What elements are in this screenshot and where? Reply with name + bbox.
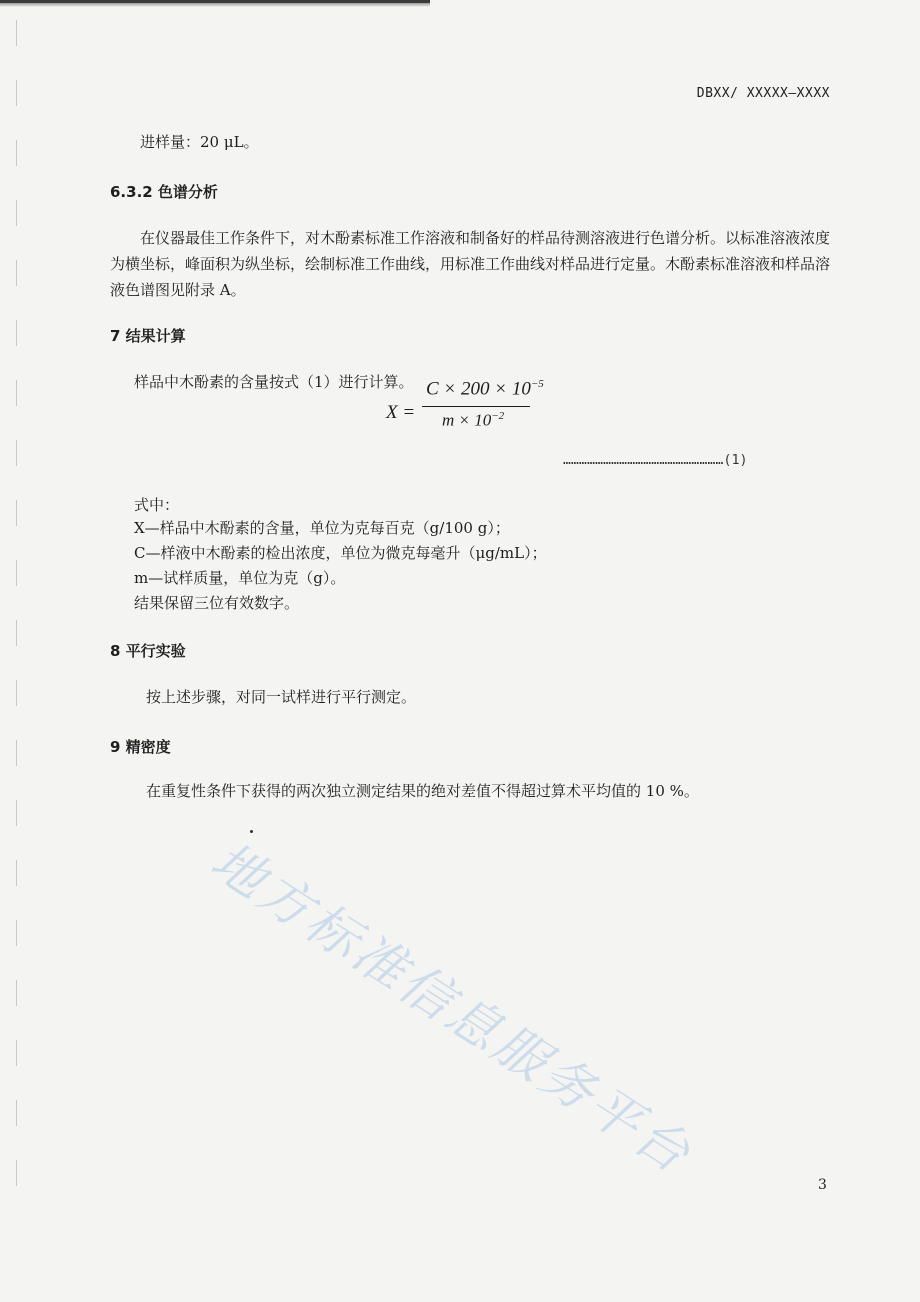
where-item-c: C—样液中木酚素的检出浓度，单位为微克每毫升（μg/mL）； xyxy=(134,544,547,562)
where-item-m: m—试样质量，单位为克（g）。 xyxy=(134,569,346,587)
watermark-text: 地方标准信息服务平台 xyxy=(200,830,703,1187)
formula-lhs: X = xyxy=(386,402,416,423)
scan-edge-shadow xyxy=(0,3,430,7)
formula-number-leader: ……………………………………………………(1) xyxy=(563,453,748,468)
scan-edge-left xyxy=(16,20,17,1220)
page-number: 3 xyxy=(818,1177,827,1193)
section-8-heading: 8 平行实验 xyxy=(110,642,186,660)
section-7-heading: 7 结果计算 xyxy=(110,327,186,345)
section-9-heading: 9 精密度 xyxy=(110,738,171,756)
where-item-x: X—样品中木酚素的含量，单位为克每百克（g/100 g）； xyxy=(134,519,510,537)
section-632-heading: 6.3.2 色谱分析 xyxy=(110,183,218,201)
significant-figures-note: 结果保留三位有效数字。 xyxy=(134,594,300,612)
where-label: 式中： xyxy=(134,496,180,514)
section-9-paragraph: 在重复性条件下获得的两次独立测定结果的绝对差值不得超过算术平均值的 10 %。 xyxy=(146,782,699,800)
inject-volume-text: 进样量：20 μL。 xyxy=(140,133,259,151)
standard-code-header: DBXX/ XXXXX—XXXX xyxy=(696,86,830,101)
formula-number: (1) xyxy=(723,453,748,468)
formula-1 xyxy=(386,378,544,430)
formula-numerator: $C \times 200 \times 10^{-5}$ xyxy=(426,378,544,400)
fraction-bar xyxy=(422,406,530,407)
formula-denominator: $m \times 10^{-2}$ xyxy=(442,410,505,430)
section-632-paragraph: 在仪器最佳工作条件下，对木酚素标准工作溶液和制备好的样品待测溶液进行色谱分析。以标准溶液浓度为横坐标，峰面积为纵坐标，绘制标准工作曲线，用标准工作曲线对样品进行定量。木酚素标准溶液和样品溶液色谱图见附录 A。 xyxy=(110,229,831,299)
formula-denominator-exponent: −2 xyxy=(491,410,505,422)
section-8-paragraph: 按上述步骤，对同一试样进行平行测定。 xyxy=(146,688,417,706)
formula-numerator-exponent: −5 xyxy=(530,378,544,390)
section-7-intro: 样品中木酚素的含量按式（1）进行计算。 xyxy=(134,373,414,391)
